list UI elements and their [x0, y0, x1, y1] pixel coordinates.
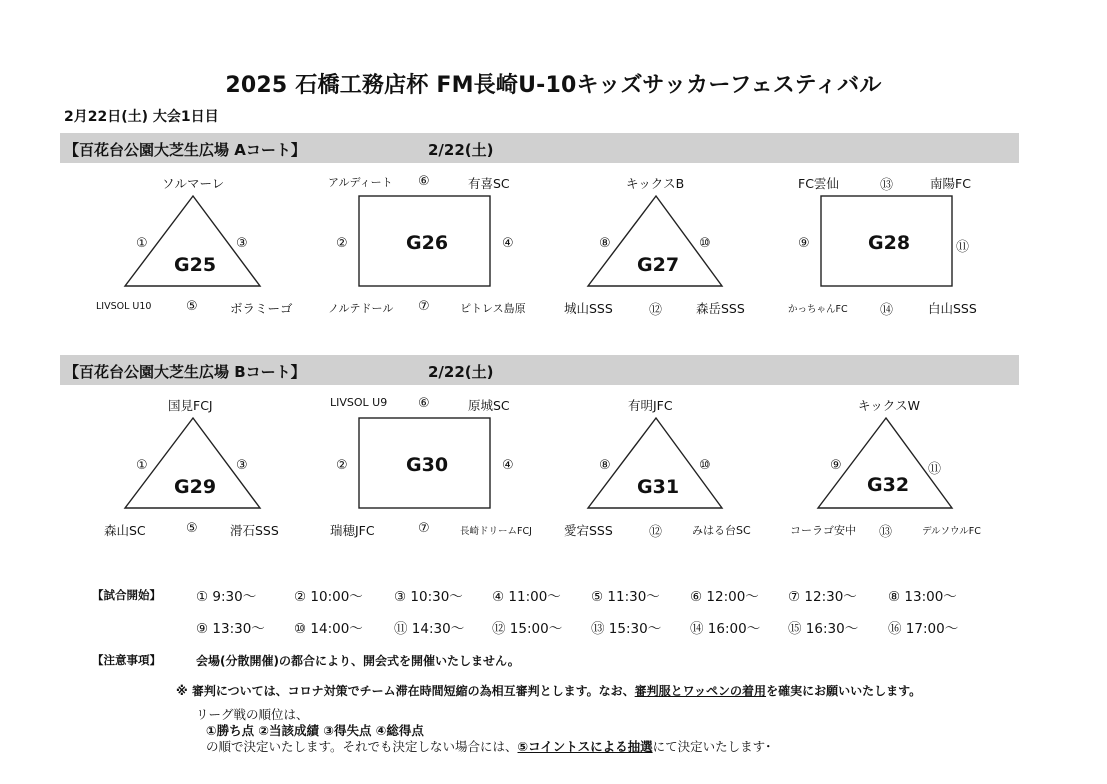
game-label: G26	[406, 232, 449, 254]
game-label: G30	[406, 454, 449, 476]
match-number: ⑤	[186, 521, 198, 536]
schedule-time: ⑫ 15:00～	[492, 621, 563, 637]
game-g28	[782, 168, 1012, 318]
note-referee-text: ※ 審判については、コロナ対策でチーム滞在時間短縮の為相互審判とします。なお、	[176, 684, 635, 698]
match-number: ⑪	[928, 462, 942, 477]
venue-name: 【百花台公園大芝生広場 Bコート】	[64, 363, 306, 381]
match-number: ⑨	[798, 236, 810, 251]
team-right: 森岳SSS	[696, 301, 745, 316]
schedule-time: ① 9:30～	[196, 589, 257, 605]
match-number: ⑩	[699, 236, 711, 251]
match-number: ⑥	[418, 174, 430, 189]
schedule-time: ⑬ 15:30～	[591, 621, 662, 637]
match-number: ③	[236, 458, 248, 473]
team-bottom-right: ピトレス島原	[460, 302, 526, 315]
tournament-date: 2月22日(土) 大会1日目	[64, 109, 219, 125]
schedule-time: ⑮ 16:30～	[788, 621, 859, 637]
team-top: 有明JFC	[628, 398, 673, 413]
match-number: ⑬	[880, 178, 894, 193]
schedule-time: ④ 11:00～	[492, 589, 561, 605]
match-number: ⑫	[649, 303, 663, 318]
schedule-time: ⑤ 11:30～	[591, 589, 660, 605]
game-g29	[90, 390, 320, 540]
match-number: ⑩	[699, 458, 711, 473]
team-right: みはる台SC	[692, 524, 751, 537]
match-number: ⑪	[956, 240, 970, 255]
team-top-right: 原城SC	[468, 398, 510, 413]
schedule-time: ⑩ 14:00～	[294, 621, 363, 637]
game-g32	[782, 390, 1012, 540]
team-bottom-left: 瑞穂JFC	[330, 523, 375, 538]
venue-date: 2/22(土)	[428, 141, 494, 159]
team-left: 愛宕SSS	[564, 523, 613, 538]
match-number: ⑫	[649, 525, 663, 540]
note-opening-ceremony: 会場(分散開催)の都合により、開会式を開催いたしません。	[196, 654, 520, 668]
game-label: G27	[637, 254, 680, 276]
match-number: ①	[136, 236, 148, 251]
schedule-time: ⑧ 13:00～	[888, 589, 957, 605]
schedule-time: ② 10:00～	[294, 589, 363, 605]
schedule-time: ⑭ 16:00～	[690, 621, 761, 637]
game-g25	[90, 168, 320, 318]
team-top-left: アルディート	[328, 176, 393, 189]
game-g27	[552, 168, 782, 318]
team-left: 城山SSS	[564, 301, 613, 316]
note-final-text-end: にて決定いたします･	[652, 739, 772, 754]
match-number: ⑦	[418, 299, 430, 314]
notes-label: 【注意事項】	[92, 653, 161, 667]
match-number: ⑬	[879, 525, 893, 540]
match-number: ④	[502, 458, 514, 473]
game-g31	[552, 390, 782, 540]
venue-bar-b	[60, 355, 1019, 385]
note-ranking-final	[206, 737, 771, 755]
match-number: ⑤	[186, 299, 198, 314]
match-number: ④	[502, 236, 514, 251]
game-label: G25	[174, 254, 217, 276]
game-g30	[320, 390, 550, 540]
venue-date: 2/22(土)	[428, 363, 494, 381]
match-number: ⑨	[830, 458, 842, 473]
page-title: 2025 石橋工務店杯 FM長崎U-10キッズサッカーフェスティバル	[225, 73, 882, 98]
team-bottom-left: ノルテドール	[328, 302, 394, 315]
note-ranking-intro: リーグ戦の順位は、	[196, 707, 309, 722]
team-top-right: 南陽FC	[930, 176, 971, 191]
team-right: 滑石SSS	[230, 523, 279, 538]
team-bottom-right: 白山SSS	[928, 301, 977, 316]
game-label: G28	[868, 232, 911, 254]
note-ranking-criteria: ①勝ち点 ②当該成績 ③得失点 ④総得点	[206, 723, 424, 738]
team-top-left: LIVSOL U9	[330, 396, 388, 409]
game-label: G32	[867, 474, 910, 496]
team-top: ソルマーレ	[162, 176, 225, 191]
schedule-label: 【試合開始】	[92, 588, 161, 602]
note-final-text: の順で決定いたします。それでも決定しない場合には、	[206, 739, 518, 754]
match-number: ⑧	[599, 236, 611, 251]
venue-bar-a	[60, 133, 1019, 163]
team-bottom-right: 長崎ドリームFCJ	[460, 526, 532, 537]
match-number: ②	[336, 236, 348, 251]
game-label: G31	[637, 476, 680, 498]
match-number: ⑧	[599, 458, 611, 473]
schedule-time: ⑨ 13:30～	[196, 621, 265, 637]
team-top: 国見FCJ	[168, 398, 213, 413]
match-number: ⑦	[418, 521, 430, 536]
match-number: ①	[136, 458, 148, 473]
schedule-time: ⑯ 17:00～	[888, 621, 959, 637]
team-bottom-left: かっちゃんFC	[788, 304, 848, 315]
team-left: 森山SC	[104, 523, 146, 538]
match-number: ⑭	[880, 303, 894, 318]
schedule-time: ③ 10:30～	[394, 589, 463, 605]
note-referee	[176, 682, 921, 699]
game-label: G29	[174, 476, 217, 498]
note-referee-underline: 審判服とワッペンの着用	[634, 684, 767, 698]
match-number: ③	[236, 236, 248, 251]
team-right: ボラミーゴ	[230, 301, 293, 316]
team-right: デルソウルFC	[922, 526, 981, 537]
team-top-left: FC雲仙	[798, 176, 839, 191]
note-referee-text-end: を確実にお願いいたします。	[766, 684, 922, 698]
team-top: キックスB	[626, 176, 685, 191]
team-left: コーラゴ安中	[790, 524, 856, 537]
note-final-underline: ⑤コイントスによる抽選	[517, 739, 653, 754]
game-g26	[320, 168, 550, 318]
schedule-time: ⑦ 12:30～	[788, 589, 857, 605]
team-left: LIVSOL U10	[96, 301, 152, 312]
match-number: ⑥	[418, 396, 430, 411]
team-top-right: 有喜SC	[468, 176, 510, 191]
venue-name: 【百花台公園大芝生広場 Aコート】	[64, 141, 306, 159]
schedule-time: ⑪ 14:30～	[394, 621, 465, 637]
team-top: キックスW	[858, 398, 920, 413]
schedule-time: ⑥ 12:00～	[690, 589, 759, 605]
match-number: ②	[336, 458, 348, 473]
